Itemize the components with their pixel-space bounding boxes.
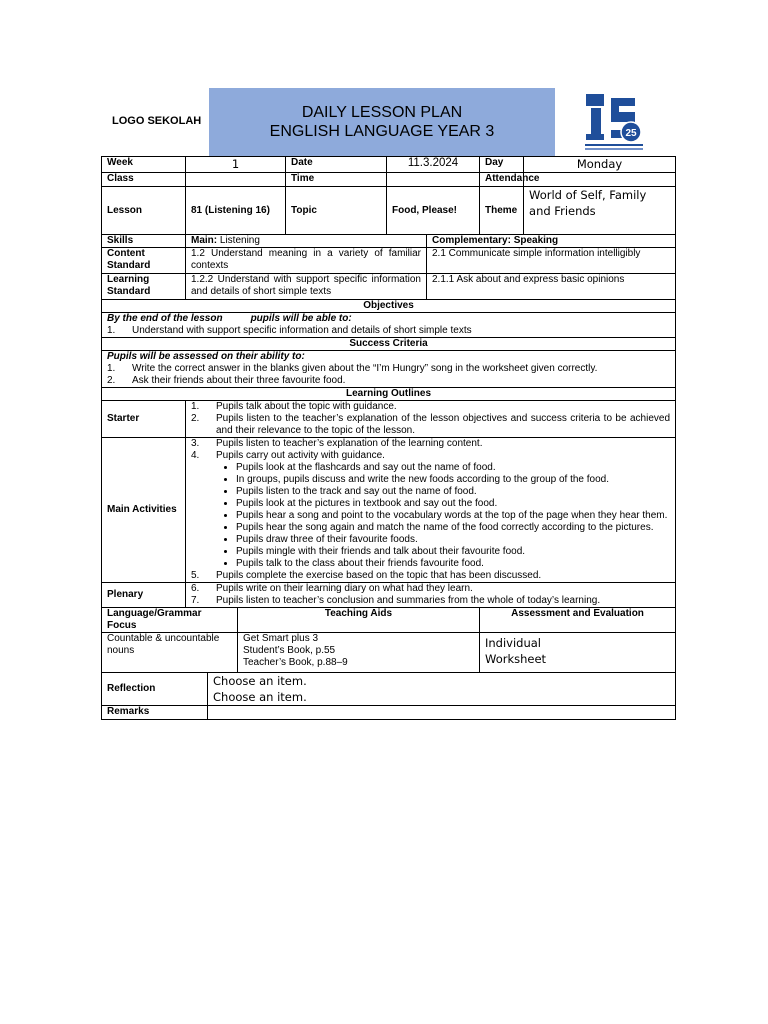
list-item: 5. Pupils complete the exercise based on the topic that has been discussed. (191, 570, 542, 581)
list-item: 6. Pupils write on their learning diary on what had they learn. (191, 583, 473, 594)
list-item: 2. Pupils listen to the teacher’s explanation of the lesson objectives and success criteria to be achieved and their relevance to the topic of the lesson. (191, 413, 671, 436)
row-plenary (102, 583, 676, 608)
learning-standard-comp: 2.1.1 Ask about and express basic opinions (427, 274, 676, 300)
activity-bullets (191, 462, 670, 570)
week-value: 1 (186, 157, 286, 173)
objectives-intro: By the end of the lesson pupils will be able to: (107, 313, 352, 324)
skills-main: Main: Listening (186, 235, 427, 248)
learning-outlines-heading: Learning Outlines (102, 388, 676, 401)
learning-standard-label: Learning Standard (102, 274, 186, 300)
remarks-label: Remarks (102, 706, 208, 720)
row-main-activities (102, 438, 676, 583)
title-banner (209, 88, 555, 156)
teaching-aids-label: Teaching Aids (238, 608, 480, 633)
success-criteria-body (102, 351, 676, 388)
plenary-label: Plenary (102, 583, 186, 608)
time-label: Time (286, 173, 387, 187)
teaching-aids-value: Get Smart plus 3 Student’s Book, p.55 Teacher’s Book, p.88–9 (238, 633, 480, 673)
list-item: • Pupils look at the flashcards and say out the name of food. (236, 462, 670, 474)
assessment-label: Assessment and Evaluation (480, 608, 676, 633)
starter-body (186, 401, 676, 438)
list-item: • Pupils look at the pictures in textbook and say out the food. (236, 498, 670, 510)
row-footer-values (102, 633, 676, 673)
row-skills (102, 235, 676, 248)
list-item: 2. Ask their friends about their three favourite food. (107, 375, 346, 386)
theme-value: World of Self, Family and Friends (524, 187, 676, 235)
attendance-label: Attendance (480, 173, 524, 187)
main-activities-label: Main Activities (102, 438, 186, 583)
time-value (387, 173, 480, 187)
row-remarks (102, 706, 676, 720)
emblem-logo-icon (583, 90, 645, 152)
lesson-label: Lesson (102, 187, 186, 235)
reflection-dropdown-1[interactable]: Choose an item. (213, 674, 307, 688)
emblem-number: 25 (625, 128, 637, 139)
row-content-standard (102, 248, 676, 274)
list-item: • Pupils talk to the class about their friends favourite food. (236, 558, 670, 570)
row-starter (102, 401, 676, 438)
row-lesson (102, 187, 676, 235)
topic-value: Food, Please! (387, 187, 480, 235)
row-class (102, 173, 676, 187)
plenary-body (186, 583, 676, 608)
row-objectives (102, 313, 676, 338)
main-activities-body (186, 438, 676, 583)
starter-label: Starter (102, 401, 186, 438)
reflection-label: Reflection (102, 673, 208, 706)
learning-standard-main: 1.2.2 Understand with support specific information and details of short simple texts (186, 274, 427, 300)
reflection-body (208, 673, 676, 706)
school-logo-placeholder: LOGO SEKOLAH (112, 115, 202, 127)
objectives-list (107, 325, 670, 337)
page-subtitle: ENGLISH LANGUAGE YEAR 3 (269, 123, 495, 140)
content-standard-label: Content Standard (102, 248, 186, 274)
list-item: 1. Understand with support specific information and details of short simple texts (107, 325, 472, 336)
date-label: Date (286, 157, 387, 173)
row-outlines-heading (102, 388, 676, 401)
row-week (102, 157, 676, 173)
row-success (102, 351, 676, 388)
language-focus-value: Countable & uncountable nouns (102, 633, 238, 673)
day-value: Monday (524, 157, 676, 173)
class-value (186, 173, 286, 187)
topic-label: Topic (286, 187, 387, 235)
row-footer-headings (102, 608, 676, 633)
list-item: 4. Pupils carry out activity with guidance. (191, 450, 385, 461)
lesson-value: 81 (Listening 16) (186, 187, 286, 235)
list-item: 1. Write the correct answer in the blanks given about the “I’m Hungry” song in the worksheet given correctly. (107, 363, 598, 374)
date-value: 11.3.2024 (387, 157, 480, 173)
row-success-heading (102, 338, 676, 351)
reflection-dropdown-2[interactable]: Choose an item. (213, 690, 307, 704)
success-intro: Pupils will be assessed on their ability to: (107, 351, 305, 362)
skills-complementary: Complementary: Speaking (427, 235, 676, 248)
row-reflection (102, 673, 676, 706)
remarks-value[interactable] (208, 706, 676, 720)
day-label: Day (480, 157, 524, 173)
list-item: 3. Pupils listen to teacher’s explanation of the learning content. (191, 438, 483, 449)
objectives-body (102, 313, 676, 338)
class-label: Class (102, 173, 186, 187)
content-standard-main: 1.2 Understand meaning in a variety of familiar contexts (186, 248, 427, 274)
page-title: DAILY LESSON PLAN (301, 104, 463, 121)
list-item: • Pupils hear the song again and match the name of the food correctly according to the pictures. (236, 522, 670, 534)
list-item: • Pupils mingle with their friends and talk about their favourite food. (236, 546, 670, 558)
list-item: • In groups, pupils discuss and write the new foods according to the group of the food. (236, 474, 670, 486)
list-item: • Pupils draw three of their favourite foods. (236, 534, 670, 546)
lesson-plan-table (101, 156, 676, 720)
attendance-value (524, 173, 676, 187)
row-objectives-heading (102, 300, 676, 313)
list-item: 1. Pupils talk about the topic with guidance. (191, 401, 397, 412)
row-learning-standard (102, 274, 676, 300)
assessment-value: Individual Worksheet (480, 633, 676, 673)
success-criteria-heading: Success Criteria (102, 338, 676, 351)
list-item: • Pupils hear a song and point to the vocabulary words at the top of the page when they hear them. (236, 510, 670, 522)
objectives-heading: Objectives (102, 300, 676, 313)
theme-label: Theme (480, 187, 524, 235)
success-list (107, 363, 670, 387)
language-focus-label: Language/Grammar Focus (102, 608, 238, 633)
list-item: 7. Pupils listen to teacher’s conclusion and summaries from the whole of today’s learning. (191, 595, 601, 606)
list-item: • Pupils listen to the track and say out the name of food. (236, 486, 670, 498)
week-label: Week (102, 157, 186, 173)
content-standard-comp: 2.1 Communicate simple information intelligibly (427, 248, 676, 274)
skills-label: Skills (102, 235, 186, 248)
